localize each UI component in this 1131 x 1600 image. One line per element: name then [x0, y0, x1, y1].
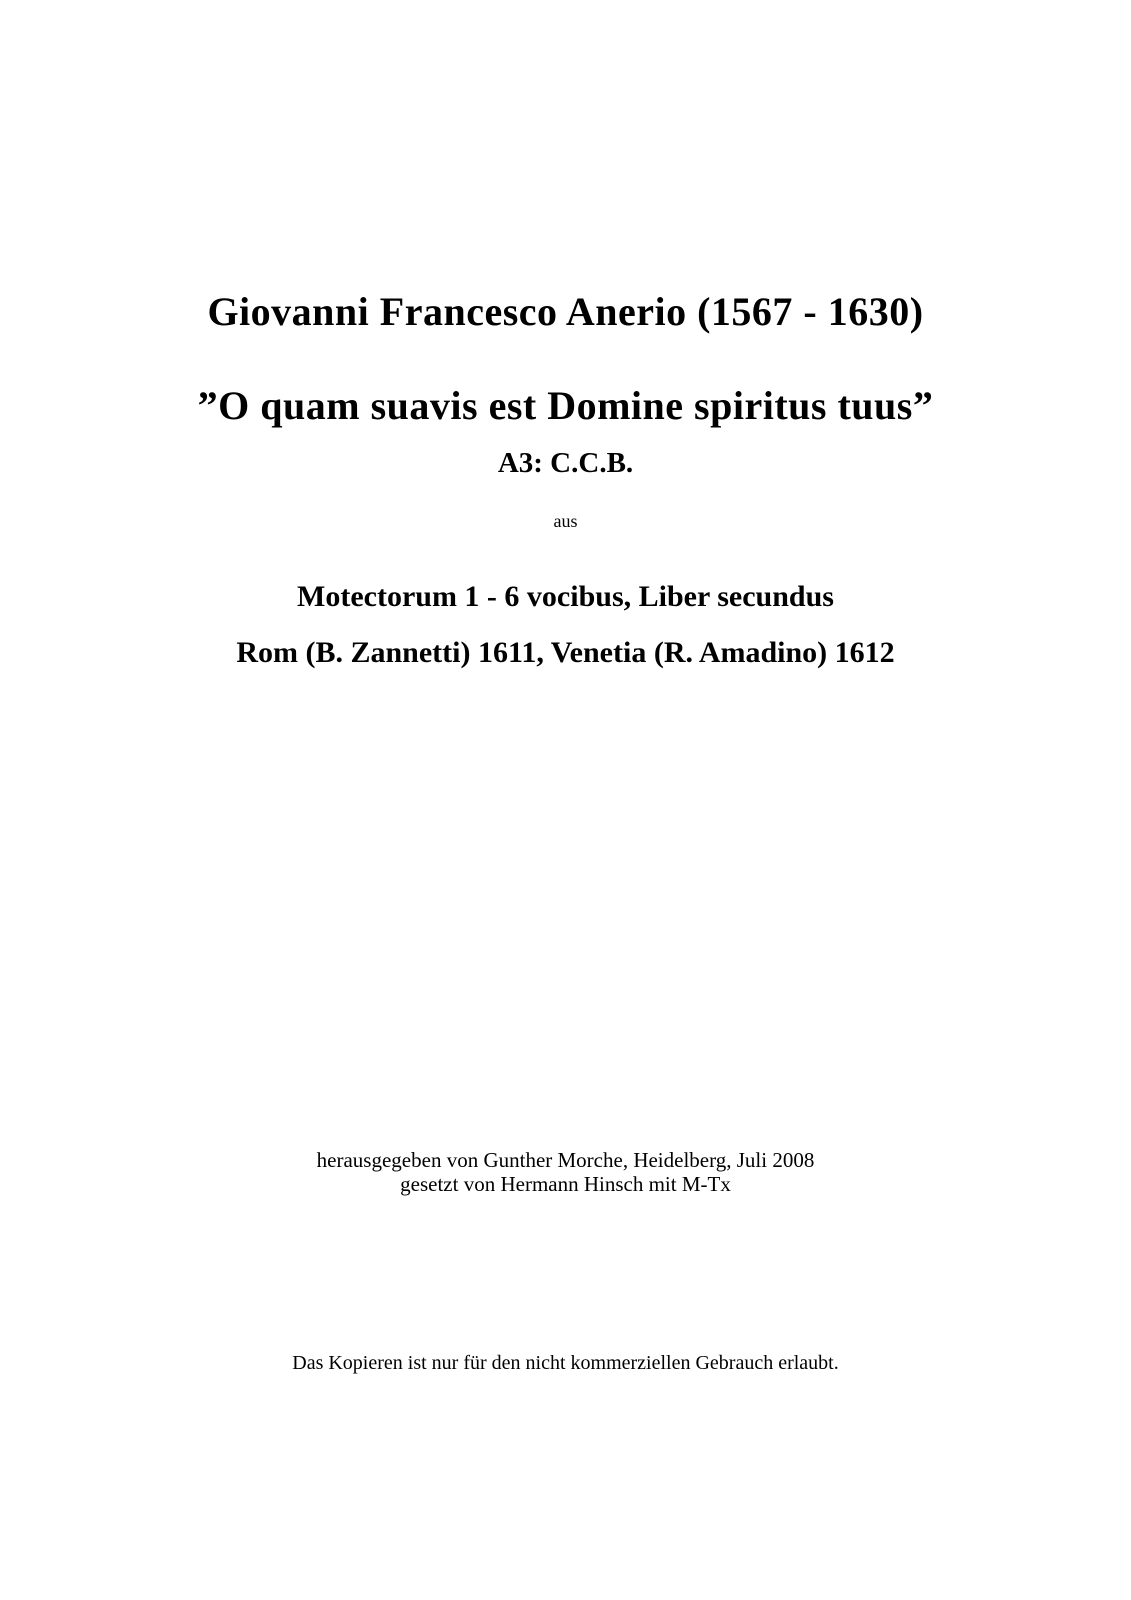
from-label: aus: [553, 511, 578, 531]
work-title: ”O quam suavis est Domine spiritus tuus”: [197, 383, 934, 428]
voicing-label: A3: C.C.B.: [497, 447, 634, 479]
composer-name: Giovanni Francesco Anerio (1567 - 1630): [207, 289, 924, 334]
credits-block: [0, 1148, 1131, 1196]
collection-title: Motectorum 1 - 6 vocibus, Liber secundus: [297, 580, 834, 613]
publication-info: Rom (B. Zannetti) 1611, Venetia (R. Amadino) 1612: [236, 636, 895, 669]
license-note: Das Kopieren ist nur für den nicht kommerziellen Gebrauch erlaubt.: [292, 1352, 839, 1374]
typesetter-credit: gesetzt von Hermann Hinsch mit M-Tx: [400, 1172, 731, 1196]
editor-credit: herausgegeben von Gunther Morche, Heidelberg, Juli 2008: [316, 1148, 815, 1172]
